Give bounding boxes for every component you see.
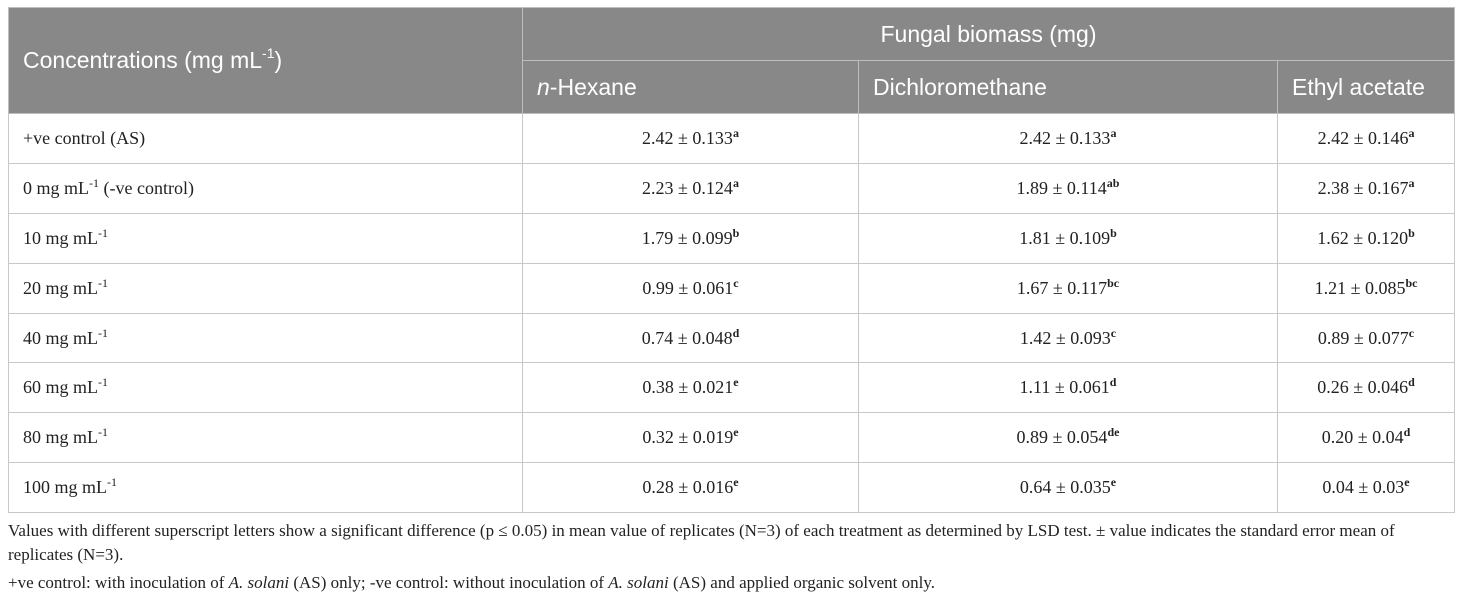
n-hexane-value: 1.79 ± 0.099$^b$ [523,213,859,263]
row-label: 80 mg $mL^{-1}$ [9,413,523,463]
ethyl-acetate-value: 2.42 ± 0.146$^a$ [1278,114,1455,164]
n-hexane-value: 0.28 ± 0.016$^e$ [523,463,859,513]
dichloromethane-value: 1.89 ± 0.114$^{ab}$ [859,163,1278,213]
table-row [9,114,1455,164]
table-container [8,7,1454,599]
ethyl-acetate-value: 2.38 ± 0.167$^a$ [1278,163,1455,213]
row-label: +ve control (AS) [9,114,523,164]
footnote-controls: +ve control: with inoculation of A. solani (AS) only; -ve control: without inoculation of A. solani (AS) and applied organic solvent only. [8,573,936,593]
row-label: 0 mg $mL^{-1}$ (-ve control) [9,163,523,213]
ethyl-acetate-value: 0.20 ± 0.04$^d$ [1278,413,1455,463]
n-hexane-value: 2.23 ± 0.124$^a$ [523,163,859,213]
row-label: 20 mg $mL^{-1}$ [9,263,523,313]
table-row [9,213,1455,263]
header-fungal-biomass: Fungal biomass (mg) [523,8,1455,61]
ethyl-acetate-value: 1.62 ± 0.120$^b$ [1278,213,1455,263]
ethyl-acetate-value: 0.26 ± 0.046$^d$ [1278,363,1455,413]
table-footnotes [8,519,1454,595]
dichloromethane-value: 1.67 ± 0.117$^{bc}$ [859,263,1278,313]
dichloromethane-value: 1.11 ± 0.061$^d$ [859,363,1278,413]
row-label: 40 mg $mL^{-1}$ [9,313,523,363]
table-row [9,363,1455,413]
dichloromethane-value: 2.42 ± 0.133$^a$ [859,114,1278,164]
table-row [9,463,1455,513]
table-row [9,263,1455,313]
dichloromethane-value: 1.81 ± 0.109$^b$ [859,213,1278,263]
n-hexane-value: 0.99 ± 0.061$^c$ [523,263,859,313]
table-body [9,114,1455,513]
n-hexane-value: 0.38 ± 0.021$^e$ [523,363,859,413]
header-row-1 [9,8,1455,61]
dichloromethane-value: 0.89 ± 0.054de [859,413,1278,463]
row-label: 100 mg $mL^{-1}$ [9,463,523,513]
table-row [9,413,1455,463]
header-concentrations: Concentrations (mg $mL^{-1}$) [9,8,523,114]
footnote-significance: Values with different superscript letters show a significant difference (p ≤ 0.05) in mean value of replicates (N=3) of each treatment as determined by LSD test. ± value indicates the standard error mean of replicates (N=3). [8,521,1395,565]
n-hexane-value: 0.32 ± 0.019$^e$ [523,413,859,463]
row-label: 10 mg $mL^{-1}$ [9,213,523,263]
n-hexane-value: 0.74 ± 0.048$^d$ [523,313,859,363]
ethyl-acetate-value: 0.89 ± 0.077$^c$ [1278,313,1455,363]
header-dichloromethane: Dichloromethane [859,61,1278,114]
table-row [9,313,1455,363]
table-row [9,163,1455,213]
ethyl-acetate-value: 0.04 ± 0.03$^e$ [1278,463,1455,513]
dichloromethane-value: 1.42 ± 0.093$^c$ [859,313,1278,363]
dichloromethane-value: 0.64 ± 0.035$^e$ [859,463,1278,513]
ethyl-acetate-value: 1.21 ± 0.085$^{bc}$ [1278,263,1455,313]
row-label: 60 mg $mL^{-1}$ [9,363,523,413]
header-ethyl-acetate: Ethyl acetate [1278,61,1455,114]
n-hexane-value: 2.42 ± 0.133$^a$ [523,114,859,164]
fungal-biomass-table [8,7,1455,513]
header-n-hexane: n-Hexane [523,61,859,114]
